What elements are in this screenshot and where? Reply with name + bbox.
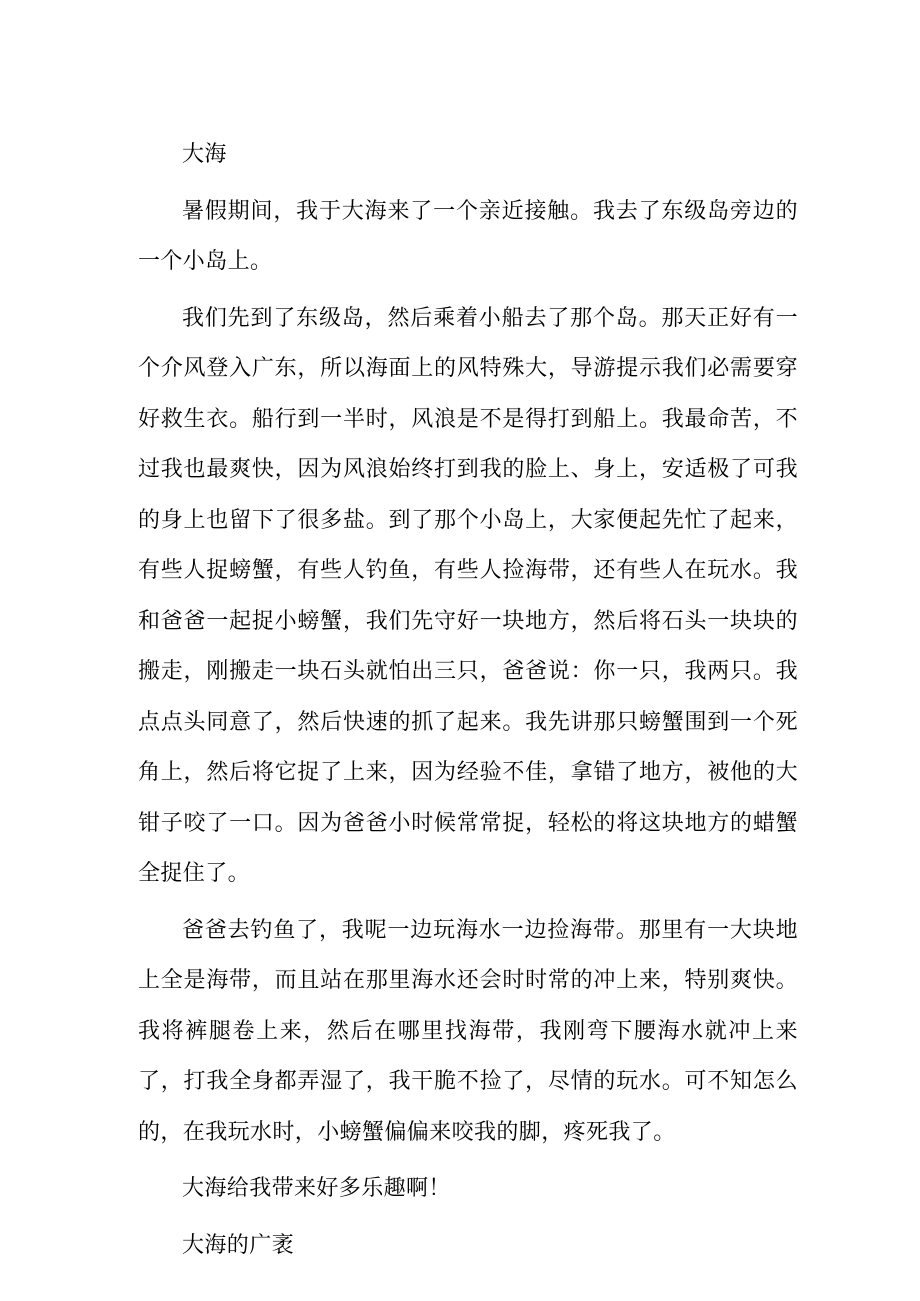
paragraph-2: 我们先到了东级岛，然后乘着小船去了那个岛。那天正好有一个介风登入广东，所以海面上的风特殊大，导游提示我们必需要穿好救生衣。船行到一半时，风浪是不是得打到船上。我最命苦，不过我也最爽快，因为风浪始终打到我的脸上、身上，安适极了可我的身上也留下了很多盐。到了那个小岛上，大家便起先忙了起来，有些人捉螃蟹，有些人钓鱼，有些人捡海带，还有些人在玩水。我和爸爸一起捉小螃蟹，我们先守好一块地方，然后将石头一块块的搬走，刚搬走一块石头就怕出三只，爸爸说：你一只，我两只。我点点头同意了，然后快速的抓了起来。我先讲那只螃蟹围到一个死角上，然后将它捉了上来，因为经验不佳，拿错了地方，被他的大钳子咬了一口。因为爸爸小时候常常捉，轻松的将这块地方的蜡蟹全捉住了。 xyxy=(138,305,798,886)
paragraph-1: 暑假期间，我于大海来了一个亲近接触。我去了东级岛旁边的一个小岛上。 xyxy=(138,198,798,274)
document-title: 大海 xyxy=(182,142,227,167)
next-section-title: 大海的广袤 xyxy=(182,1232,295,1258)
paragraph-3: 爸爸去钓鱼了，我呢一边玩海水一边捡海带。那里有一大块地上全是海带，而且站在那里海水还会时时常的冲上来，特别爽快。我将裤腿卷上来，然后在哪里找海带，我刚弯下腰海水就冲上来了，打我全身都弄湿了，我干脆不捡了，尽情的玩水。可不知怎么的，在我玩水时，小螃蟹偏偏来咬我的脚，疼死我了。 xyxy=(138,917,798,1145)
paragraph-4: 大海给我带来好多乐趣啊！ xyxy=(182,1176,451,1201)
document-body xyxy=(138,130,798,1271)
